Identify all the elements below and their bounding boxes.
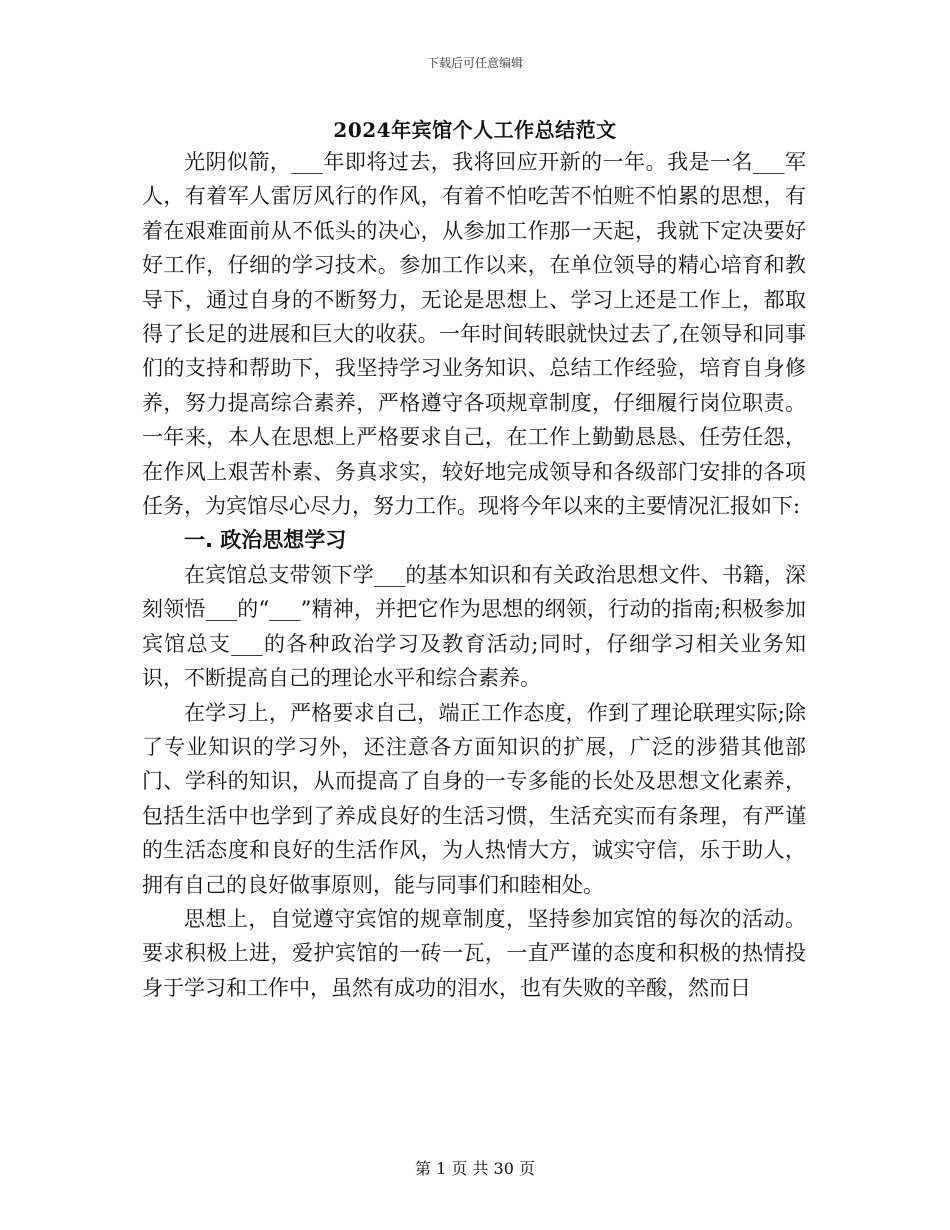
section1-paragraph-2: 在学习上，严格要求自己，端正工作态度，作到了理论联理实际;除了专业知识的学习外，还注意各方面知识的扩展，广泛的涉猎其他部门、学科的知识，从而提高了自身的一专多能的长处及思想文化素养，包括生活中也学到了养成良好的生活习惯，生活充实而有条理，有严谨的生活态度和良好的生活作风，为人热情大方，诚实守信，乐于助人，拥有自己的良好做事原则，能与同事们和睦相处。 — [142, 700, 806, 897]
header-note: 下载后可任意编辑 — [426, 56, 523, 70]
document-body — [142, 145, 806, 1005]
document-title: 2024年宾馆个人工作总结范文 — [333, 118, 617, 142]
page-indicator: 第 1 页 共 30 页 — [415, 1159, 535, 1178]
intro-paragraph: 光阴似箭，___年即将过去，我将回应开新的一年。我是一名___军人，有着军人雷厉风行的作风，有着不怕吃苦不怕赃不怕累的思想，有着在艰难面前从不低头的决心，从参加工作那一天起，我就下定决要好好工作，仔细的学习技术。参加工作以来，在单位领导的精心培育和教导下，通过自身的不断努力，无论是思想上、学习上还是工作上，都取得了长足的进展和巨大的收获。一年时间转眼就快过去了,在领导和同事们的支持和帮助下，我坚持学习业务知识、总结工作经验，培育自身修养，努力提高综合素养，严格遵守各项规章制度，仔细履行岗位职责。一年来，本人在思想上严格要求自己，在工作上勤勤恳恳、任劳任怨，在作风上艰苦朴素、务真求实，较好地完成领导和各级部门安排的各项任务，为宾馆尽心尽力，努力工作。现将今年以来的主要情况汇报如下: — [142, 150, 806, 519]
section1-paragraph-1: 在宾馆总支带领下学___的基本知识和有关政治思想文件、书籍，深刻领悟___的“___”精神，并把它作为思想的纲领，行动的指南;积极参加宾馆总支___的各种政治学习及教育活动;同时，仔细学习相关业务知识，不断提高自己的理论水平和综合素养。 — [142, 562, 806, 691]
section1-paragraph-3: 思想上，自觉遵守宾馆的规章制度，坚持参加宾馆的每次的活动。要求积极上进，爱护宾馆的一砖一瓦，一直严谨的态度和积极的热情投身于学习和工作中，虽然有成功的泪水，也有失败的辛酸，然而日 — [142, 906, 806, 1000]
section-heading-political-study: 一. 政治思想学习 — [184, 528, 347, 553]
